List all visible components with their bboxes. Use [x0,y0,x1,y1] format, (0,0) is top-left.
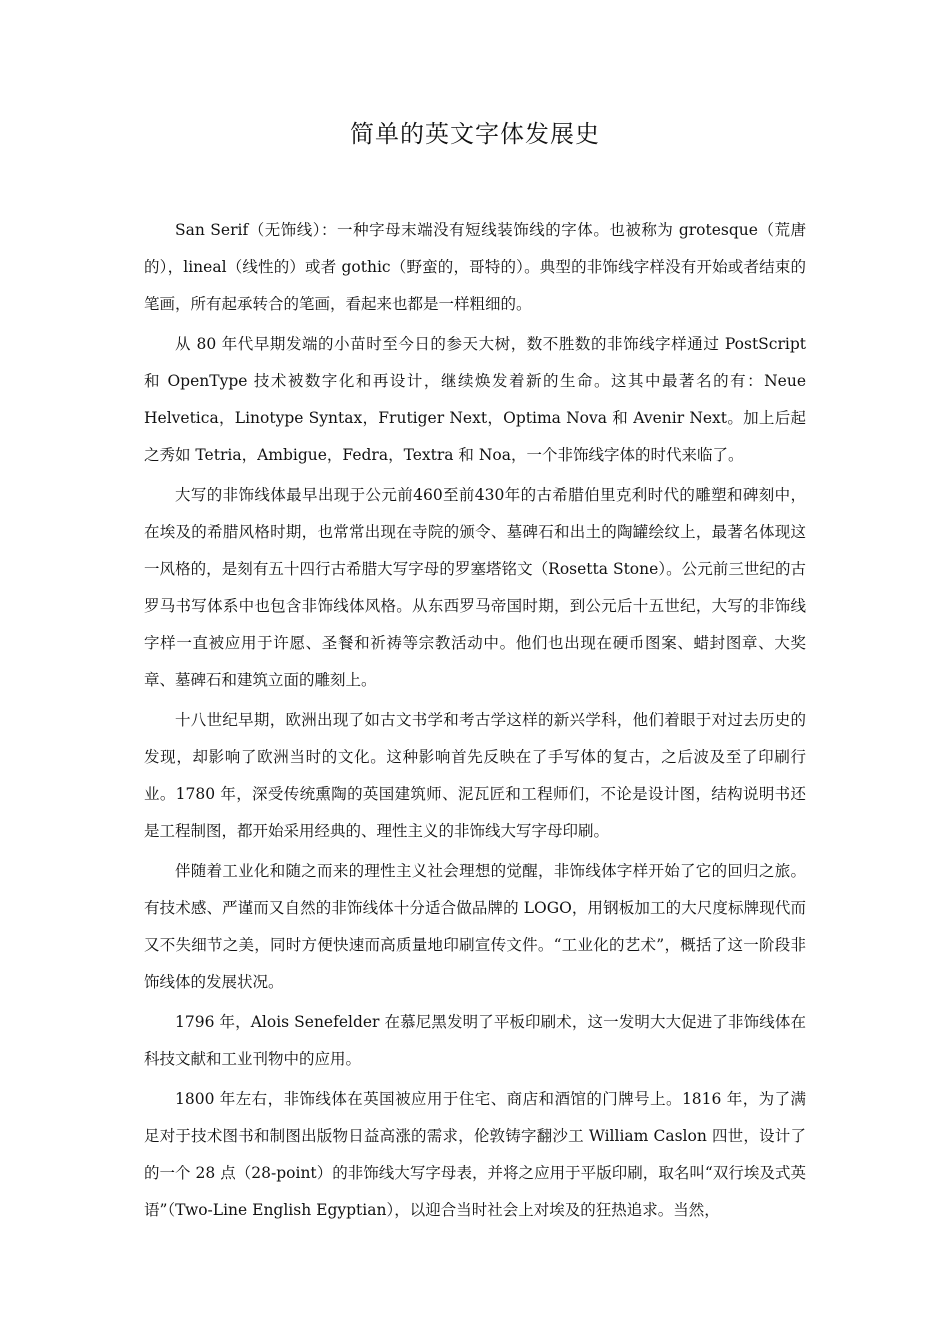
paragraph-ancient-origins: 大写的非饰线体最早出现于公元前460至前430年的古希腊伯里克利时代的雕塑和碑刻中，在埃及的希腊风格时期，也常常出现在寺院的颁令、墓碑石和出土的陶罐绘纹上，最著名体现这一风格的，是刻有五十四行古希腊大写字母的罗塞塔铭文（Rosetta Stone）。公元前三世纪的古罗马书写体系中也包含非饰线体风格。从东西罗马帝国时期，到公元后十五世纪，大写的非饰线字样一直被应用于许愿、圣餐和祈祷等宗教活动中。他们也出现在硬币图案、蜡封图章、大奖章、墓碑石和建筑立面的雕刻上。 [144,486,806,689]
paragraph-eighteenth-century: 十八世纪早期，欧洲出现了如古文书学和考古学这样的新兴学科，他们着眼于对过去历史的发现，却影响了欧洲当时的文化。这种影响首先反映在了手写体的复古，之后波及至了印刷行业。1780 年，深受传统熏陶的英国建筑师、泥瓦匠和工程师们，不论是设计图，结构说明书还是工程制图，都开始采用经典的、理性主义的非饰线大写字母印刷。 [144,711,806,840]
paragraph-sans-serif-definition: San Serif（无饰线）：一种字母末端没有短线装饰线的字体。也被称为 grotesque（荒唐的），lineal（线性的）或者 gothic（野蛮的，哥特的）。典型的非饰线字样没有开始或者结束的笔画，所有起承转合的笔画，看起来也都是一样粗细的。 [144,221,806,313]
paragraph-lithography: 1796 年，Alois Senefelder 在慕尼黑发明了平板印刷术，这一发明大大促进了非饰线体在科技文献和工业刊物中的应用。 [144,1013,806,1068]
page-title: 简单的英文字体发展史 [350,120,600,148]
paragraph-digital-era: 从 80 年代早期发端的小苗时至今日的参天大树，数不胜数的非饰线字样通过 PostScript 和 OpenType 技术被数字化和再设计，继续焕发着新的生命。这其中最著名的有：Neue Helvetica，Linotype Syntax，Frutiger Next，Optima Nova 和 Avenir Next。加上后起之秀如 Tetria，Ambigue，Fedra，Textra 和 Noa，一个非饰线字体的时代来临了。 [144,335,806,464]
paragraph-caslon: 1800 年左右，非饰线体在英国被应用于住宅、商店和酒馆的门牌号上。1816 年，为了满足对于技术图书和制图出版物日益高涨的需求，伦敦铸字翻沙工 William Caslon 四世，设计了的一个 28 点（28-point）的非饰线大写字母表，并将之应用于平版印刷，取名叫“双行埃及式英语”（Two-Line English Egyptian），以迎合当时社会上对埃及的狂热追求。当然， [144,1090,806,1219]
document-body [144,212,806,1229]
paragraph-industrialization: 伴随着工业化和随之而来的理性主义社会理想的觉醒，非饰线体字样开始了它的回归之旅。有技术感、严谨而又自然的非饰线体十分适合做品牌的 LOGO，用钢板加工的大尺度标牌现代而又不失细节之美，同时方便快速而高质量地印刷宣传文件。“工业化的艺术”，概括了这一阶段非饰线体的发展状况。 [144,862,806,991]
